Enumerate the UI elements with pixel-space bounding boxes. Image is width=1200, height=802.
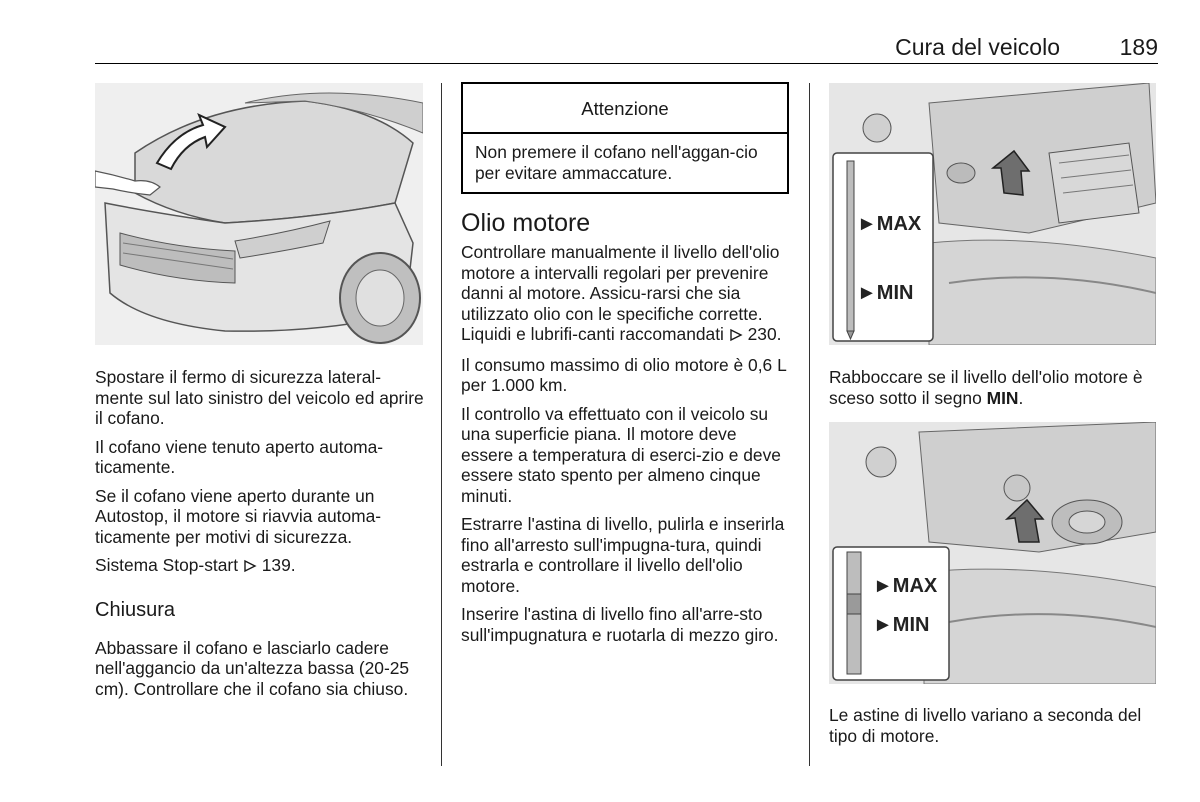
caption-1-end: . — [1018, 387, 1024, 408]
dipstick-figure-1 — [829, 83, 1156, 345]
caption-1-text: Rabboccare se il livello dell'olio motore è sceso sotto il segno — [829, 367, 1143, 408]
caption-2 — [829, 705, 1159, 754]
arrow-reference-icon[interactable] — [243, 557, 257, 578]
check-oil-text: Controllare manualmente il livello dell'olio motore a intervalli regolari per prevenire danni al motore. Assicu-rarsi che sia utilizzato olio con le specifiche corrette. Liquidi e lubrifi-canti raccomandati — [461, 242, 780, 344]
lubricants-page-ref[interactable]: 230. — [747, 324, 782, 344]
paragraph-check-conditions: Il controllo va effettuato con il veicolo su una superficie piana. Il motore deve essere a temperatura di eserci-zio e deve essere stato spento per almeno cinque minuti. — [461, 403, 781, 506]
paragraph-oil-consumption: Il consumo massimo di olio motore è 0,6 L per 1.000 km. — [461, 354, 787, 395]
column-divider-1 — [441, 83, 442, 766]
min-mark-label: ►MIN — [857, 282, 914, 304]
dipstick-figure-2 — [829, 422, 1156, 684]
page-number: 189 — [1119, 34, 1158, 60]
caption-1-min: MIN — [986, 387, 1019, 408]
column-divider-2 — [809, 83, 810, 766]
paragraph-closing: Abbassare il cofano e lasciarlo cadere nell'aggancio da un'altezza bassa (20-25 cm). Controllare che il cofano sia chiuso. — [95, 637, 410, 699]
arrow-reference-icon[interactable] — [729, 326, 743, 347]
max-mark-label: ►MAX — [857, 213, 922, 235]
paragraph-open-hood: Spostare il fermo di sicurezza lateral-mente sul lato sinistro del veicolo ed aprire il cofano. — [95, 367, 424, 428]
stop-start-label: Sistema Stop-start — [95, 555, 239, 575]
min-mark-label-2: ►MIN — [873, 614, 930, 636]
warning-box — [461, 82, 789, 194]
caption-2-text: Le astine di livello variano a seconda del tipo di motore. — [829, 705, 1142, 746]
paragraph-hood-held: Il cofano viene tenuto aperto automa-ticamente. — [95, 436, 384, 477]
paragraph-stop-start-ref — [95, 555, 425, 578]
paragraph-dipstick-check: Estrarre l'astina di livello, pulirla e inserirla fino all'arresto sull'impugna-tura, quindi estrarla e controllare il livello dell'olio motore. — [461, 514, 785, 596]
stop-start-page-ref[interactable]: 139. — [261, 555, 296, 575]
warning-body: Non premere il cofano nell'aggan-cio per evitare ammaccature. — [475, 142, 758, 183]
paragraph-autostop: Se il cofano viene aperto durante un Autostop, il motore si riavvia automa-ticamente per motivi di sicurezza. — [95, 485, 382, 547]
caption-1 — [829, 367, 1159, 416]
warning-title: Attenzione — [463, 84, 787, 134]
paragraph-dipstick-insert: Inserire l'astina di livello fino all'arre-sto sull'impugnatura e ruotarla di mezzo giro. — [461, 604, 779, 645]
heading-closing: Chiusura — [95, 598, 176, 621]
section-title: Cura del veicolo — [895, 34, 1060, 60]
column-2-text — [461, 208, 791, 653]
column-1-text — [95, 367, 425, 707]
max-mark-label-2: ►MAX — [873, 575, 938, 597]
header-rule — [95, 63, 1158, 64]
hood-illustration — [95, 83, 423, 345]
heading-engine-oil: Olio motore — [461, 209, 591, 237]
paragraph-check-oil — [461, 242, 791, 347]
